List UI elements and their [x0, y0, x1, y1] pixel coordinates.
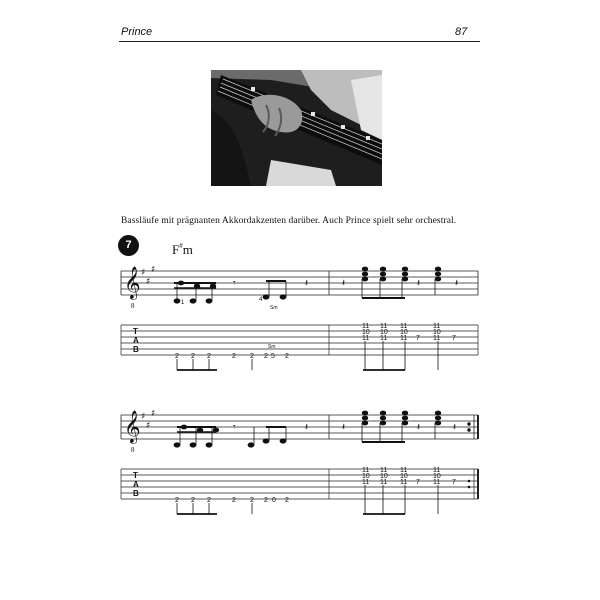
- svg-text:10: 10: [400, 329, 408, 336]
- svg-text:B: B: [133, 489, 139, 498]
- bass-notes-row-2: [174, 411, 470, 447]
- svg-text:𝄾: 𝄾: [233, 422, 236, 433]
- svg-text:7: 7: [416, 335, 420, 342]
- svg-text:0: 0: [272, 497, 276, 504]
- svg-text:2: 2: [191, 353, 195, 360]
- svg-text:11: 11: [380, 323, 388, 330]
- svg-text:11: 11: [380, 335, 388, 342]
- svg-text:11: 11: [433, 479, 441, 486]
- svg-text:5: 5: [271, 353, 275, 360]
- running-header-title: Prince: [121, 26, 153, 38]
- svg-text:2: 2: [285, 353, 289, 360]
- svg-text:♯: ♯: [141, 268, 146, 278]
- svg-text:2: 2: [232, 497, 236, 504]
- repeat-dots-tab: [468, 480, 471, 489]
- svg-text:𝄾: 𝄾: [233, 278, 236, 289]
- svg-text:♯: ♯: [146, 421, 151, 431]
- staff-row-2: [121, 415, 478, 439]
- svg-text:11: 11: [362, 479, 370, 486]
- chord-quality: m: [182, 242, 193, 257]
- tab-staff-row-2: [121, 469, 478, 499]
- tab-staff-row-1: [121, 325, 478, 355]
- svg-text:10: 10: [433, 473, 441, 480]
- svg-text:2: 2: [175, 353, 179, 360]
- svg-text:2: 2: [207, 497, 211, 504]
- clef-octave-mark-2: 8: [131, 446, 135, 454]
- tab-stems-row-1: [177, 341, 438, 370]
- svg-text:♯: ♯: [141, 412, 146, 422]
- svg-text:𝄽: 𝄽: [453, 422, 457, 433]
- svg-text:𝄽: 𝄽: [342, 278, 346, 289]
- svg-text:𝄽: 𝄽: [417, 422, 421, 433]
- tab-numbers-row-2: [175, 467, 456, 504]
- svg-text:A: A: [133, 336, 139, 345]
- svg-text:2: 2: [175, 497, 179, 504]
- svg-text:♯: ♯: [146, 277, 151, 287]
- svg-text:𝄽: 𝄽: [455, 278, 459, 289]
- svg-text:2: 2: [285, 497, 289, 504]
- svg-text:7: 7: [452, 479, 456, 486]
- svg-text:2: 2: [232, 353, 236, 360]
- svg-text:4: 4: [259, 297, 263, 303]
- svg-text:11: 11: [380, 479, 388, 486]
- svg-text:B: B: [133, 345, 139, 354]
- svg-text:2: 2: [250, 497, 254, 504]
- svg-text:7: 7: [416, 479, 420, 486]
- svg-text:Sm: Sm: [270, 305, 278, 311]
- svg-text:10: 10: [380, 329, 388, 336]
- svg-text:𝄽: 𝄽: [342, 422, 346, 433]
- key-signature-2: [141, 409, 155, 431]
- key-signature: [141, 265, 155, 287]
- example-number-badge: 7: [118, 235, 139, 256]
- svg-text:𝄽: 𝄽: [305, 278, 309, 289]
- svg-text:11: 11: [433, 467, 441, 474]
- svg-text:2: 2: [264, 497, 268, 504]
- chord-accidental: #: [179, 242, 183, 250]
- svg-text:T: T: [133, 471, 138, 480]
- svg-text:2: 2: [250, 353, 254, 360]
- svg-text:10: 10: [362, 329, 370, 336]
- svg-text:11: 11: [400, 335, 408, 342]
- tab-stems-row-2: [177, 485, 438, 514]
- tab-numbers-row-1: [175, 323, 456, 360]
- clef-octave-mark: 8: [131, 302, 135, 310]
- svg-text:10: 10: [433, 329, 441, 336]
- svg-text:10: 10: [380, 473, 388, 480]
- svg-text:11: 11: [400, 323, 408, 330]
- svg-text:2: 2: [207, 353, 211, 360]
- svg-text:♯: ♯: [151, 265, 156, 275]
- treble-clef: 𝄞: [124, 266, 141, 299]
- svg-text:11: 11: [433, 335, 441, 342]
- svg-text:A: A: [133, 480, 139, 489]
- page-number: 87: [455, 26, 468, 38]
- chord-root: F: [172, 242, 180, 257]
- svg-text:𝄽: 𝄽: [305, 422, 309, 433]
- svg-text:2: 2: [264, 353, 268, 360]
- svg-text:11: 11: [400, 467, 408, 474]
- svg-text:7: 7: [452, 335, 456, 342]
- svg-text:2: 2: [191, 497, 195, 504]
- treble-clef-2: 𝄞: [124, 410, 141, 443]
- svg-text:11: 11: [362, 323, 370, 330]
- svg-text:10: 10: [400, 473, 408, 480]
- svg-text:1: 1: [181, 300, 185, 306]
- svg-text:10: 10: [362, 473, 370, 480]
- svg-text:11: 11: [362, 467, 370, 474]
- svg-text:11: 11: [362, 335, 370, 342]
- svg-text:♯: ♯: [151, 409, 156, 419]
- svg-text:𝄽: 𝄽: [417, 278, 421, 289]
- caption-text: Bassläufe mit prägnanten Akkordakzenten darüber. Auch Prince spielt sehr orchestral.: [121, 216, 457, 226]
- svg-text:Sm: Sm: [268, 344, 276, 350]
- svg-text:T: T: [133, 327, 138, 336]
- svg-text:11: 11: [400, 479, 408, 486]
- svg-text:11: 11: [380, 467, 388, 474]
- svg-text:11: 11: [433, 323, 441, 330]
